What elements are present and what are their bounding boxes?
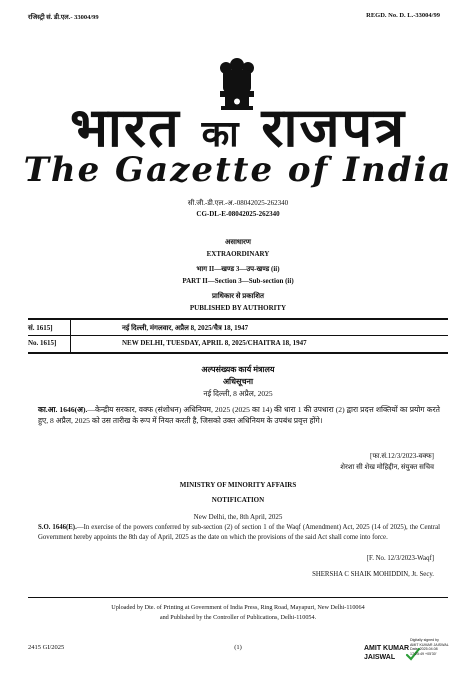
- body-text-english: —In exercise of the powers conferred by sub-section (2) of section 1 of the Waqf (Amendment) Act, 2025 (14 of 2025), the Central Government hereby appoints the 8th day of April, 2025 as the date on which the provisions of the said Act shall come into force.: [38, 524, 440, 541]
- extraordinary-english: EXTRAORDINARY: [206, 250, 270, 258]
- so-number-english: S.O. 1646(E).: [38, 524, 77, 531]
- registration-number-hindi: रजिस्ट्री सं. डी.एल.- 33004/99: [28, 14, 99, 21]
- cg-code-hindi: सी.जी.-डी.एल.-अ.-08042025-262340: [187, 199, 289, 207]
- part-section-english: PART II—Section 3—Sub-section (ii): [182, 277, 294, 285]
- extraordinary-hindi: असाधारण: [225, 238, 251, 246]
- ministry-english: MINISTRY OF MINORITY AFFAIRS: [179, 481, 297, 489]
- part-section-hindi: भाग II—खण्ड 3—उप-खण्ड (ii): [196, 265, 280, 273]
- gazette-title-english: The Gazette of India: [23, 150, 453, 190]
- signatory-hindi: शेरशा सी शेख मोहिद्दीन, संयुक्त सचिव: [340, 463, 434, 471]
- cg-code-english: CG-DL-E-08042025-262340: [196, 210, 280, 218]
- registration-number-english: REGD. No. D. L.-33004/99: [366, 12, 440, 19]
- notification-body-english: [38, 523, 440, 543]
- issue-bottom-rule: [28, 352, 448, 354]
- notification-heading-hindi: अधिसूचना: [222, 377, 254, 386]
- so-number-hindi: का.आ. 1646(अ).: [38, 405, 88, 414]
- file-number-english: [F. No. 12/3/2023-Waqf]: [366, 555, 434, 562]
- upload-credit-line-1: Uploaded by Dte. of Printing at Government of India Press, Ring Road, Mayapuri, New Delhi-110064: [111, 604, 365, 611]
- issue-number-hindi: सं. 1615]: [28, 324, 53, 332]
- footer-rule: [28, 597, 448, 598]
- title-hindi-word-1: भारत: [69, 96, 181, 159]
- signature-line-4: 17:25:49 +05'30': [410, 651, 437, 656]
- digital-signature-block: [410, 638, 458, 656]
- notification-body-hindi: [38, 404, 440, 426]
- gi-code: 2415 GI/2025: [28, 644, 65, 651]
- published-by-authority-english: PUBLISHED BY AUTHORITY: [189, 304, 287, 312]
- signature-line-1: Digitally signed by: [410, 638, 439, 642]
- body-text-hindi: —केन्द्रीय सरकार, वक्फ (संशोधन) अधिनियम, 2025 (2025 का 14) की धारा 1 की उपधारा (2) द्वारा प्रदत्त शक्तियों का प्रयोग करते हुए, 8 अप्रैल, 2025 को उस तारीख के रूप में नियत करती है, जिसको उक्त अधिनियम के उपबंध प्रवृत्त होंगे।: [38, 405, 441, 426]
- signer-name-line-1: AMIT KUMAR: [364, 645, 410, 652]
- issue-middle-rule: [28, 335, 448, 336]
- signatory-english: SHERSHA C SHAIK MOHIDDIN, Jt. Secy.: [312, 571, 434, 578]
- place-date-hindi: नई दिल्ली, 8 अप्रैल, 2025: [203, 389, 273, 398]
- digital-signer-name: [364, 644, 409, 662]
- issue-date-english: NEW DELHI, TUESDAY, APRIL 8, 2025/CHAITRA 18, 1947: [122, 339, 307, 347]
- issue-divider: [70, 320, 71, 354]
- issue-top-rule: [28, 318, 448, 320]
- signer-name-line-2: JAISWAL: [364, 654, 396, 661]
- signature-line-3: Date: 2025.04.08: [410, 647, 438, 652]
- ministry-hindi: अल्पसंख्यक कार्य मंत्रालय: [201, 365, 275, 374]
- upload-credit-line-2: and Published by the Controller of Publications, Delhi-110054.: [159, 614, 317, 621]
- place-date-english: New Delhi, the, 8th April, 2025: [193, 513, 283, 521]
- notification-heading-english: NOTIFICATION: [211, 496, 265, 504]
- issue-number-english: No. 1615]: [28, 339, 57, 347]
- file-number-hindi: [फा.सं.12/3/2023-वक्फ]: [370, 452, 434, 460]
- title-hindi-word-2: राजपत्र: [261, 96, 407, 159]
- published-by-authority-hindi: प्राधिकार से प्रकाशित: [212, 292, 264, 300]
- page-number: (1): [234, 644, 242, 651]
- signature-line-2: AMIT KUMAR JAISWAL: [410, 642, 449, 647]
- title-hindi-ka: का: [201, 114, 241, 155]
- issue-date-hindi: नई दिल्ली, मंगलवार, अप्रैल 8, 2025/चैत्र 18, 1947: [122, 324, 249, 332]
